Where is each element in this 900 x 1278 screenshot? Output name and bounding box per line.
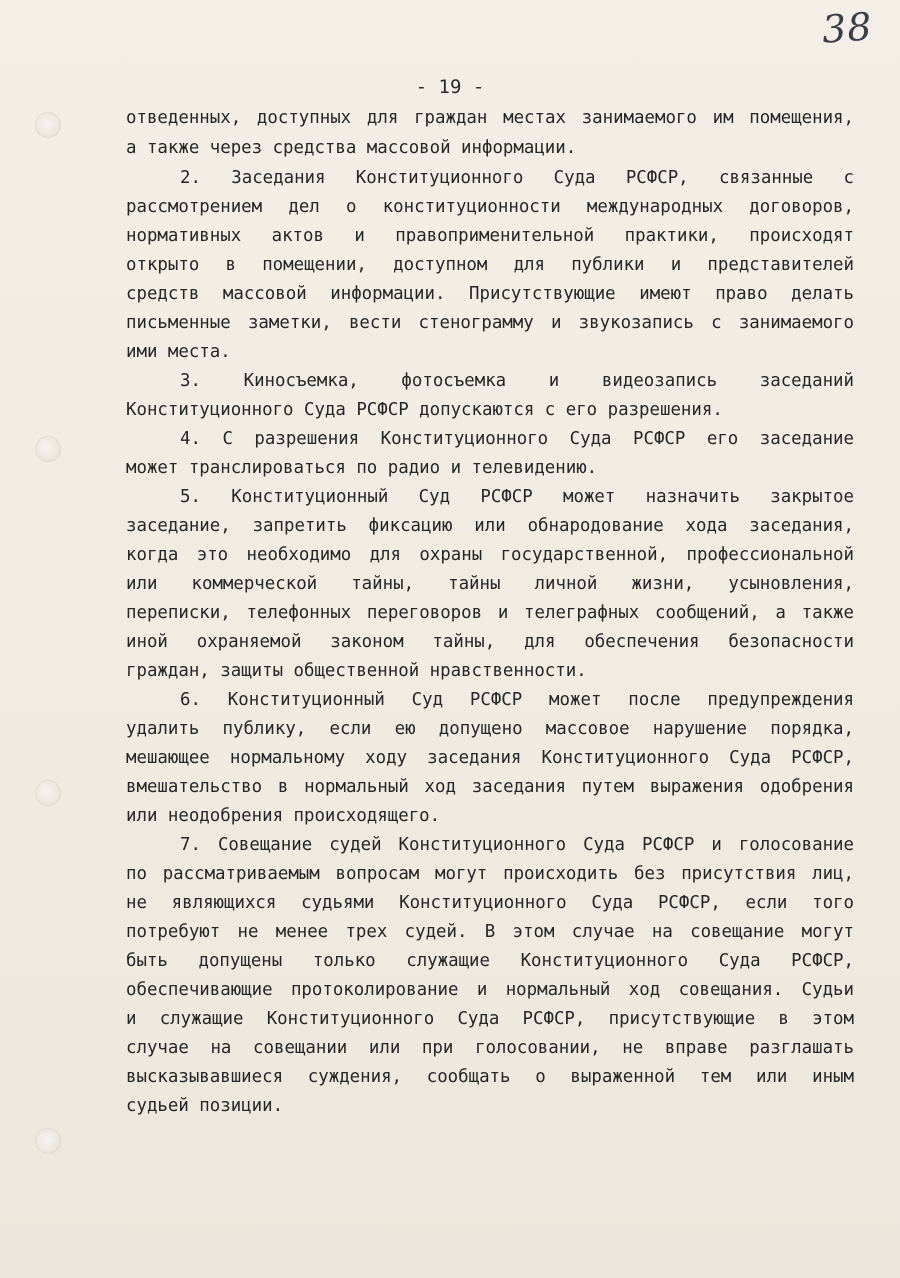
text-line: рассмотрением дел о конституционности международных договоров, [126,197,854,217]
text-line: не являющихся судьями Конституционного Суда РСФСР, если того [126,893,854,913]
text-line: 6. Конституционный Суд РСФСР может после предупреждения [180,690,854,710]
text-line: потребуют не менее трех судей. В этом случае на совещание могут [126,922,854,942]
text-line: 4. С разрешения Конституционного Суда РСФСР его заседание [180,429,854,449]
text-line: вмешательство в нормальный ход заседания путем выражения одобрения [126,777,854,797]
text-line: 3. Киносъемка, фотосъемка и видеозапись заседаний [180,371,854,391]
text-line: и служащие Конституционного Суда РСФСР, присутствующие в этом [126,1009,854,1029]
handwritten-folio-number: 38 [820,4,874,52]
text-line: судьей позиции. [126,1096,284,1116]
text-line: или коммерческой тайны, тайны личной жизни, усыновления, [126,574,854,594]
punch-hole [35,112,61,138]
text-line: Конституционного Суда РСФСР допускаются с его разрешения. [126,400,723,420]
text-line: по рассматриваемым вопросам могут происходить без присутствия лиц, [126,864,854,884]
punch-hole [35,780,61,806]
text-line: нормативных актов и правоприменительной практики, происходят [126,226,854,246]
text-line: заседание, запретить фиксацию или обнародование хода заседания, [126,516,854,536]
text-line: отведенных, доступных для граждан местах занимаемого им помещения, [126,108,854,128]
punch-hole [35,436,61,462]
text-line: ими места. [126,342,231,362]
text-line: 2. Заседания Конституционного Суда РСФСР, связанные с [180,168,854,188]
text-line: или неодобрения происходящего. [126,806,441,826]
page-number: - 19 - [415,76,485,98]
text-line: обеспечивающие протоколирование и нормальный ход совещания. Судьи [126,980,854,1000]
punch-hole [35,1128,61,1154]
text-line: 5. Конституционный Суд РСФСР может назначить закрытое [180,487,854,507]
text-line: когда это необходимо для охраны государственной, профессиональной [126,545,854,565]
text-line: мешающее нормальному ходу заседания Конституционного Суда РСФСР, [126,748,854,768]
text-line: высказывавшиеся суждения, сообщать о выраженной тем или иным [126,1067,854,1087]
text-line: иной охраняемой законом тайны, для обеспечения безопасности [126,632,854,652]
text-line: граждан, защиты общественной нравственности. [126,661,587,681]
text-line: может транслироваться по радио и телевидению. [126,458,598,478]
text-line: переписки, телефонных переговоров и телеграфных сообщений, а также [126,603,854,623]
text-line: случае на совещании или при голосовании, не вправе разглашать [126,1038,854,1058]
text-line: письменные заметки, вести стенограмму и звукозапись с занимаемого [126,313,854,333]
text-line: средств массовой информации. Присутствующие имеют право делать [126,284,854,304]
text-line: открыто в помещении, доступном для публики и представителей [126,255,854,275]
text-line: быть допущены только служащие Конституционного Суда РСФСР, [126,951,854,971]
text-line: 7. Совещание судей Конституционного Суда РСФСР и голосование [180,835,854,855]
text-line: удалить публику, если ею допущено массовое нарушение порядка, [126,719,854,739]
text-line: а также через средства массовой информации. [126,138,577,158]
